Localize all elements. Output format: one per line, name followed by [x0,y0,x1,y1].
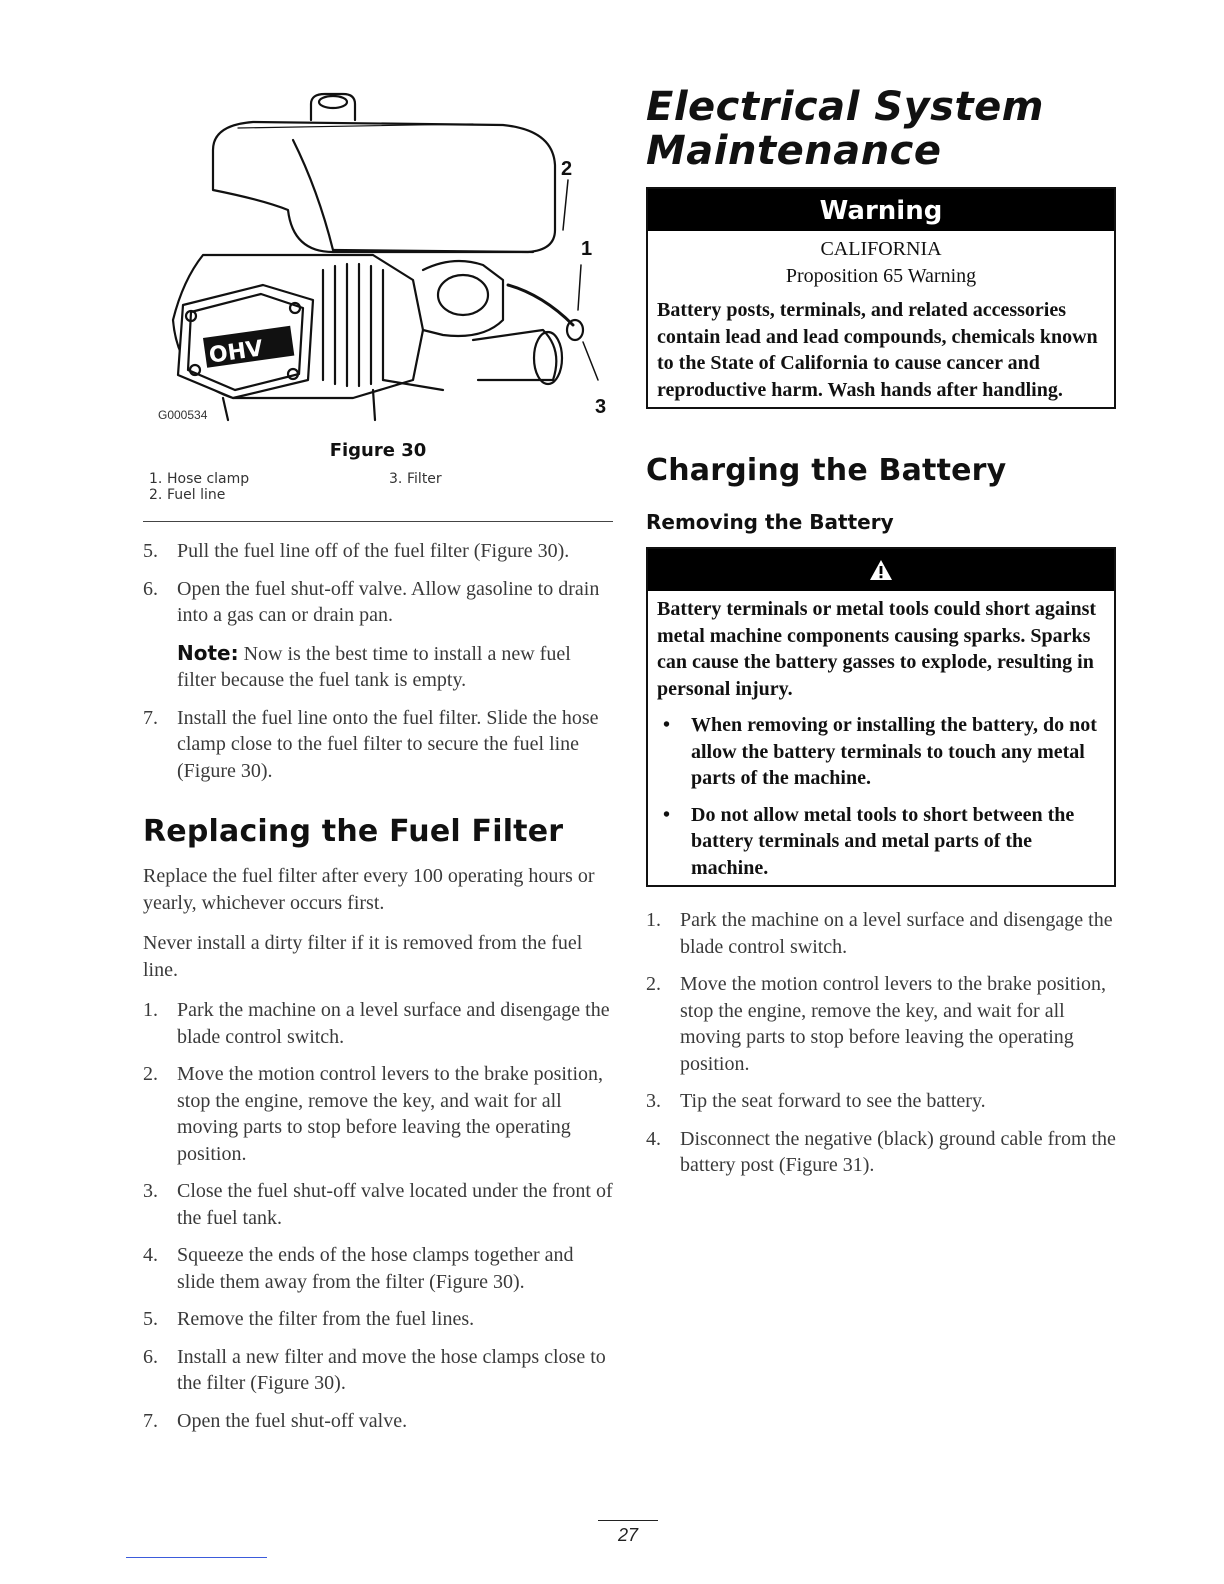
list-item: • Do not allow metal tools to short between the battery terminals and metal parts of the machine. [663,803,1075,879]
figure-code: G000534 [158,408,208,422]
warning-state: CALIFORNIA [820,238,942,260]
page-number: 27 [598,1520,658,1546]
warning-text: Battery posts, terminals, and related accessories contain lead and lead compounds, chemicals known to the State of California to cause cancer and reproductive harm. Wash hands after handling. [657,299,1098,401]
list-item: 7. Open the fuel shut-off valve. [143,1409,408,1432]
prop65-warning-box [646,187,1116,409]
list-item: 6. Open the fuel shut-off valve. Allow gasoline to drain into a gas can or drain pan. [143,577,600,626]
replace-filter-steps [143,997,613,1434]
callout-1: 1 [581,238,593,260]
callout-2: 2 [561,158,573,180]
callout-3: 3 [595,396,607,418]
legend-item-2: 2. Fuel line [149,487,226,503]
list-item: 1. Park the machine on a level surface and disengage the blade control switch. [646,909,1113,958]
legend-item-1: 1. Hose clamp [149,471,250,487]
right-column [646,85,1116,1190]
note: Note: Now is the best time to install a new fuel filter because the fuel tank is empty. [177,640,571,691]
list-item: • When removing or installing the battery, do not allow the battery terminals to touch any metal parts of the machine. [663,714,1097,789]
list-item: 3. Close the fuel shut-off valve located under the front of the fuel tank. [143,1180,613,1229]
list-item: 3. Tip the seat forward to see the battery. [646,1090,986,1112]
remove-battery-steps [646,907,1116,1179]
sub-heading-removing-battery: Removing the Battery [646,510,894,534]
engine-illustration [143,80,613,440]
divider [143,521,613,522]
left-column [143,80,613,1445]
caution-bar [648,549,1114,591]
section-heading-charging-battery: Charging the Battery [646,453,1007,488]
engine-label: OHV [207,336,265,369]
paragraph: Never install a dirty filter if it is removed from the fuel line. [143,932,583,981]
bottom-link-underline[interactable] [126,1557,267,1558]
caution-box [646,547,1116,887]
legend-item-3: 3. Filter [389,471,442,487]
list-item: 7. Install the fuel line onto the fuel filter. Slide the hose clamp close to the fuel filter to secure the fuel line (Figure 30). [143,706,599,782]
warning-triangle-icon [869,559,893,581]
list-item: 4. Disconnect the negative (black) ground cable from the battery post (Figure 31). [646,1127,1116,1176]
chapter-title: Electrical System Maintenance [646,84,1044,174]
list-item: 5. Remove the filter from the fuel lines. [143,1308,475,1330]
list-item: 2. Move the motion control levers to the brake position, stop the engine, remove the key, and wait for all moving parts to stop before leaving the operating position. [646,973,1107,1075]
list-item: 5. Pull the fuel line off of the fuel filter (Figure 30). [143,540,570,562]
fuel-line-steps [143,538,613,629]
figure-engine [143,80,613,440]
warning-bar: Warning [648,189,1114,231]
list-item: 6. Install a new filter and move the hose clamps close to the filter (Figure 30). [143,1345,606,1394]
caution-text: Battery terminals or metal tools could short against metal machine components causing sparks. Sparks can cause the battery gasses to explode, resulting in personal injury. [657,598,1097,700]
list-item: 1. Park the machine on a level surface and disengage the blade control switch. [143,999,610,1048]
paragraph: Replace the fuel filter after every 100 operating hours or yearly, whichever occurs first. [143,865,595,914]
caution-bullets [657,712,1105,881]
figure-legend [143,471,613,511]
list-item: 2. Move the motion control levers to the brake position, stop the engine, remove the key, and wait for all moving parts to stop before leaving the operating position. [143,1063,604,1165]
warning-proposition: Proposition 65 Warning [785,264,977,287]
figure-caption: Figure 30 [329,440,427,461]
list-item: 4. Squeeze the ends of the hose clamps together and slide them away from the filter (Figure 30). [143,1244,574,1293]
section-heading-replacing-fuel-filter: Replacing the Fuel Filter [143,814,564,849]
fuel-line-steps-cont [143,705,613,785]
